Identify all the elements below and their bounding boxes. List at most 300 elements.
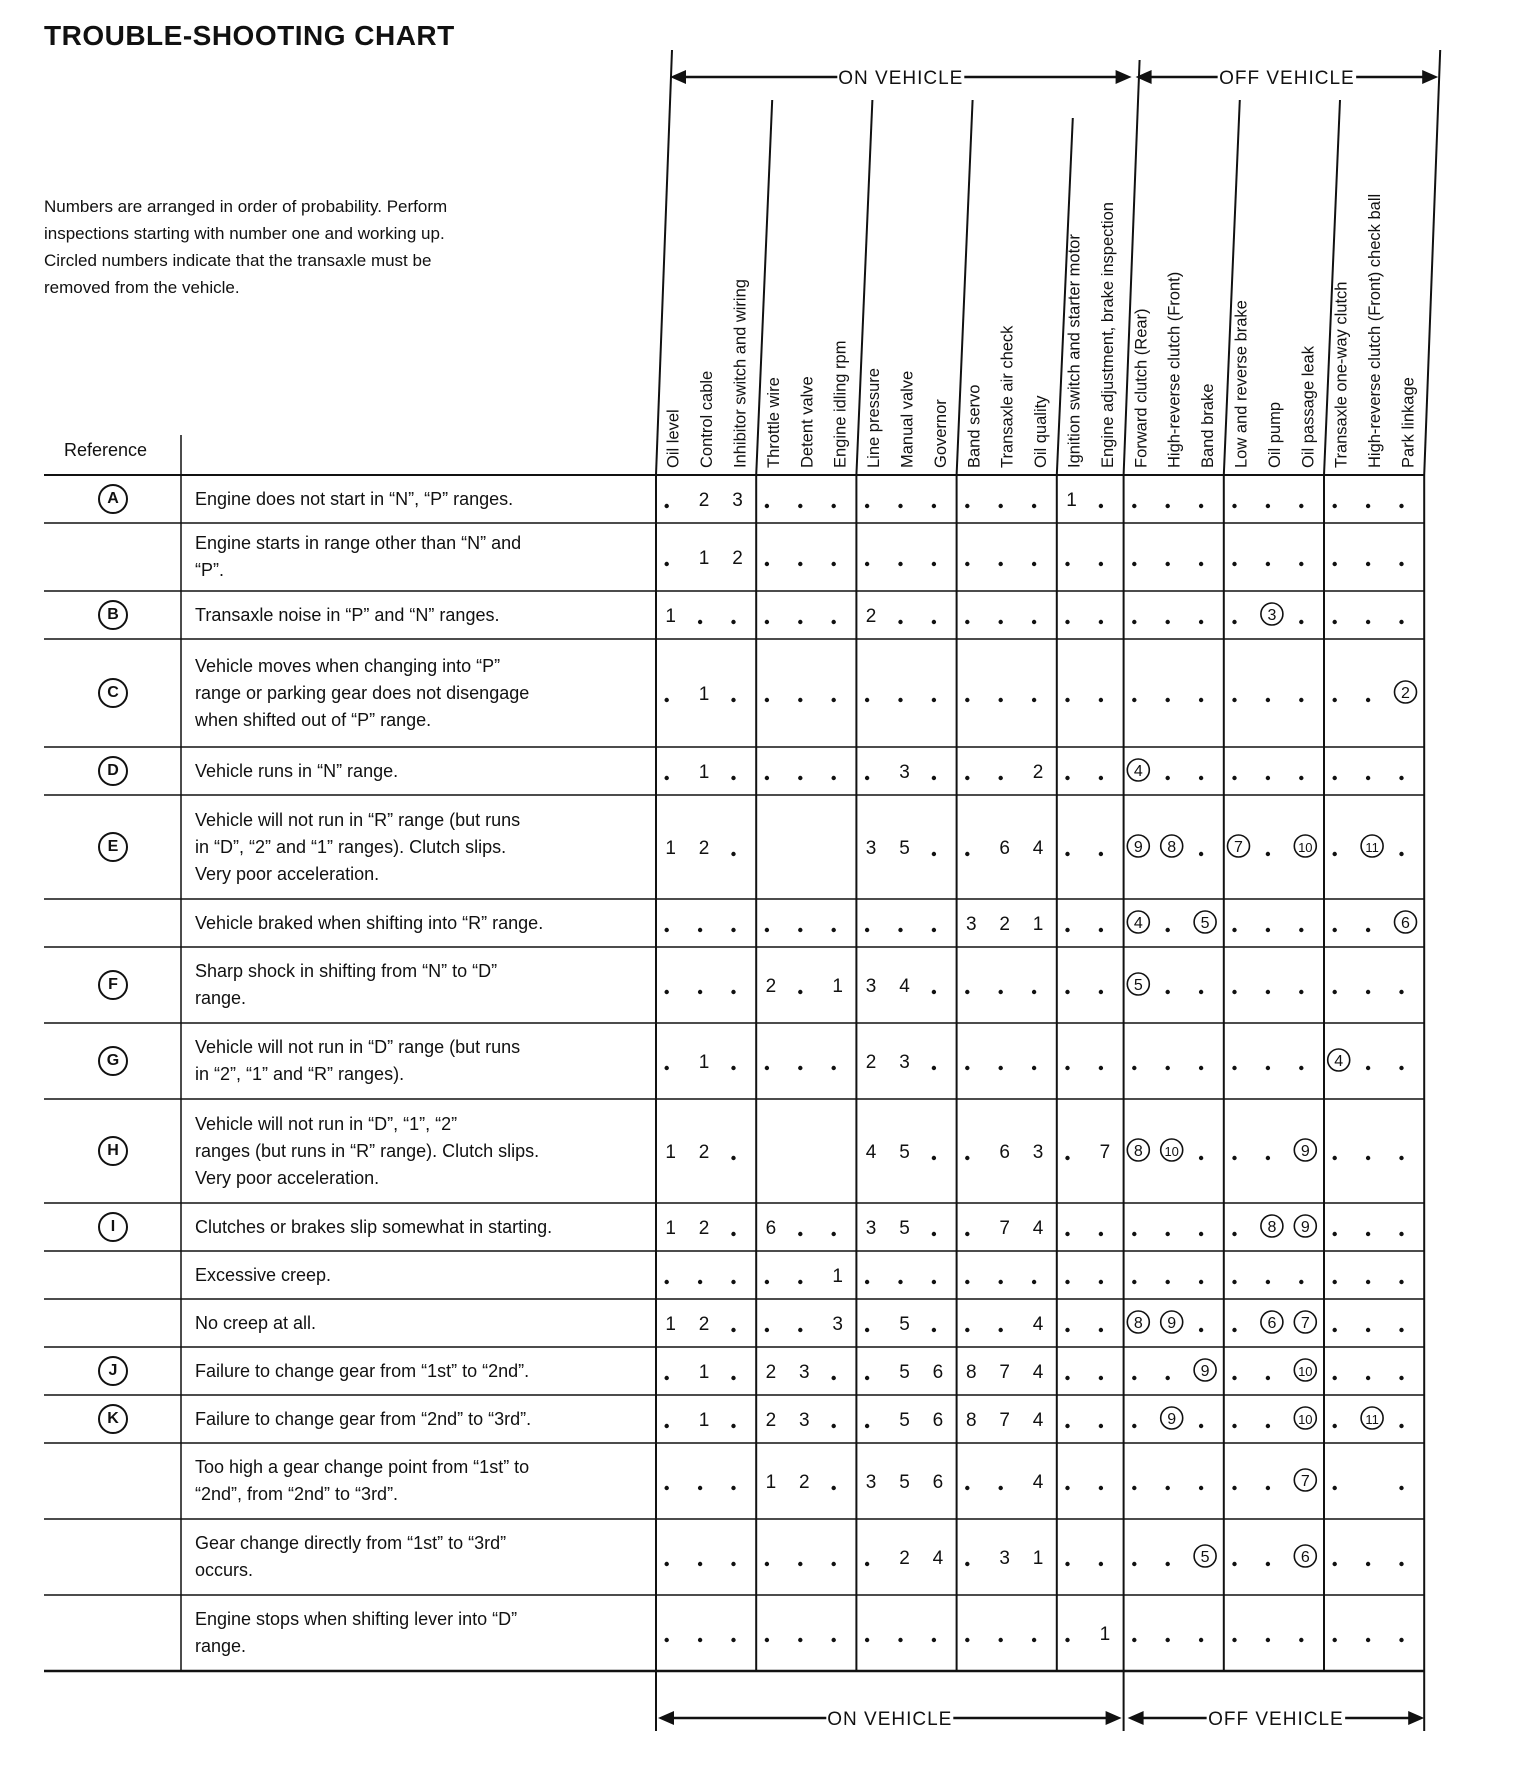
empty-dot [965,1328,969,1332]
empty-dot [898,1638,902,1642]
empty-dot [1266,1424,1270,1428]
empty-dot [698,620,702,624]
empty-dot [965,852,969,856]
empty-dot [1065,1638,1069,1642]
empty-dot [832,504,836,508]
priority-number: 1 [698,1052,710,1073]
priority-number: 4 [1032,1410,1044,1431]
empty-dot [1166,928,1170,932]
empty-dot [865,1424,869,1428]
priority-number: 4 [1032,838,1044,859]
empty-dot [965,562,969,566]
priority-number: 1 [665,1218,676,1239]
priority-number: 5 [899,1472,910,1493]
empty-dot [1065,620,1069,624]
empty-dot [1299,504,1303,508]
empty-dot [1299,1066,1303,1070]
empty-dot [765,1562,769,1566]
reference-badge: H [98,1136,128,1166]
empty-dot [1065,562,1069,566]
empty-dot [1366,698,1370,702]
empty-dot [798,990,802,994]
empty-dot [1366,776,1370,780]
symptom-text [195,1406,645,1433]
empty-dot [665,1376,669,1380]
empty-dot [1032,562,1036,566]
symptom-text [195,1454,645,1508]
empty-dot [1132,562,1136,566]
empty-dot [765,1066,769,1070]
empty-dot [932,1066,936,1070]
empty-dot [1333,1232,1337,1236]
priority-number: 6 [765,1218,777,1239]
empty-dot [1199,620,1203,624]
empty-dot [1199,1486,1203,1490]
empty-dot [1266,1486,1270,1490]
empty-dot [798,1638,802,1642]
empty-dot [965,698,969,702]
empty-dot [832,1066,836,1070]
circled-priority: 9 [1200,1363,1210,1380]
symptom-text [195,758,645,785]
symptom-text [195,807,645,888]
priority-number: 2 [899,1548,910,1569]
empty-dot [698,1638,702,1642]
empty-dot [898,928,902,932]
empty-dot [932,562,936,566]
empty-dot [965,1562,969,1566]
circled-priority: 8 [1167,839,1177,856]
empty-dot [1299,698,1303,702]
priority-number: 5 [899,1314,910,1335]
empty-dot [1065,1562,1069,1566]
circled-priority: 3 [1267,607,1277,624]
empty-dot [1399,1280,1403,1284]
priority-number: 7 [999,1362,1010,1383]
empty-dot [865,1638,869,1642]
priority-number: 3 [865,838,877,859]
circled-priority: 11 [1365,840,1379,855]
priority-number: 1 [698,1410,710,1431]
empty-dot [665,1424,669,1428]
empty-dot [832,698,836,702]
empty-dot [1299,562,1303,566]
empty-dot [1132,1376,1136,1380]
empty-dot [999,1280,1003,1284]
empty-dot [965,1280,969,1284]
column-header: High-reverse clutch (Front) [1165,271,1184,468]
reference-badge: F [98,970,128,1000]
empty-dot [999,1638,1003,1642]
on-vehicle-arrow-bottom [658,1706,1122,1730]
empty-dot [965,1638,969,1642]
empty-dot [1199,776,1203,780]
priority-number: 4 [899,976,910,997]
empty-dot [1065,1232,1069,1236]
empty-dot [1065,698,1069,702]
column-header: Control cable [698,370,717,468]
empty-dot [832,776,836,780]
symptom-text [195,1310,645,1337]
off-vehicle-arrow-top-label: OFF VEHICLE [1219,68,1355,89]
empty-dot [1333,1486,1337,1490]
empty-dot [798,928,802,932]
empty-dot [1333,504,1337,508]
empty-dot [1199,1638,1203,1642]
empty-dot [1366,1376,1370,1380]
empty-dot [698,1562,702,1566]
empty-dot [798,1232,802,1236]
symptom-line: Vehicle will not run in “D” range (but runs [195,1037,521,1057]
empty-dot [731,928,735,932]
empty-dot [1132,698,1136,702]
column-header: Oil quality [1032,395,1051,468]
empty-dot [1032,504,1036,508]
empty-dot [1266,1376,1270,1380]
circled-priority: 8 [1133,1143,1143,1160]
empty-dot [1333,1562,1337,1566]
priority-number: 1 [1099,1624,1111,1645]
on-vehicle-arrow-top-left-head [670,70,686,84]
empty-dot [1399,620,1403,624]
priority-number: 2 [765,976,777,997]
priority-number: 5 [899,1362,910,1383]
off-vehicle-arrow-top-right-head [1422,70,1438,84]
empty-dot [665,1638,669,1642]
empty-dot [832,1486,836,1490]
empty-dot [1366,562,1370,566]
column-header: Governor [931,399,950,468]
priority-number: 1 [665,1142,676,1163]
priority-number: 1 [832,1266,843,1287]
empty-dot [1132,1562,1136,1566]
empty-dot [765,928,769,932]
empty-dot [731,776,735,780]
empty-dot [1232,776,1236,780]
column-header: Transaxle air check [998,325,1017,468]
priority-number: 3 [799,1362,810,1383]
priority-number: 1 [698,762,710,783]
empty-dot [1099,852,1103,856]
column-header: Oil level [664,409,683,468]
empty-dot [865,562,869,566]
empty-dot [1399,990,1403,994]
empty-dot [731,1562,735,1566]
empty-dot [1199,698,1203,702]
empty-dot [1166,620,1170,624]
empty-dot [1366,990,1370,994]
empty-dot [1266,1638,1270,1642]
symptom-text [195,1530,645,1584]
circled-priority: 4 [1334,1053,1344,1070]
empty-dot [1299,1280,1303,1284]
empty-dot [898,698,902,702]
empty-dot [932,1232,936,1236]
empty-dot [1099,698,1103,702]
empty-dot [1399,1562,1403,1566]
empty-dot [965,620,969,624]
empty-dot [1232,1562,1236,1566]
on-vehicle-arrow-top [670,65,1132,89]
column-header: Engine idling rpm [831,340,850,468]
empty-dot [1199,562,1203,566]
empty-dot [1065,852,1069,856]
empty-dot [1199,504,1203,508]
empty-dot [865,776,869,780]
empty-dot [1366,1156,1370,1160]
symptom-text [195,602,645,629]
empty-dot [1132,1232,1136,1236]
empty-dot [1266,1066,1270,1070]
off-vehicle-arrow-bottom [1128,1706,1425,1730]
priority-number: 7 [1099,1142,1111,1163]
empty-dot [932,504,936,508]
symptom-line: in “D”, “2” and “1” ranges). Clutch slips. [195,836,507,857]
priority-number: 2 [698,838,710,859]
priority-number: 2 [698,490,710,511]
priority-number: 3 [999,1548,1010,1569]
off-vehicle-arrow-top [1136,65,1439,89]
empty-dot [765,1280,769,1284]
empty-dot [1065,1376,1069,1380]
priority-number: 3 [865,1218,877,1239]
empty-dot [1099,1376,1103,1380]
empty-dot [1099,1280,1103,1284]
circled-priority: 6 [1401,915,1410,932]
empty-dot [1266,990,1270,994]
empty-dot [1099,776,1103,780]
empty-dot [999,776,1003,780]
empty-dot [965,1156,969,1160]
empty-dot [1166,698,1170,702]
empty-dot [1166,1562,1170,1566]
empty-dot [832,928,836,932]
circled-priority: 10 [1298,840,1313,855]
empty-dot [999,1066,1003,1070]
empty-dot [1032,620,1036,624]
column-header: Detent valve [798,376,817,468]
empty-dot [832,1638,836,1642]
circled-priority: 8 [1133,1315,1143,1332]
empty-dot [1232,1424,1236,1428]
empty-dot [1166,990,1170,994]
priority-number: 4 [1032,1362,1044,1383]
symptom-line: range or parking gear does not disengage [195,682,530,703]
circled-priority: 9 [1167,1411,1177,1428]
empty-dot [1399,1486,1403,1490]
symptom-line: Gear change directly from “1st” to “3rd” [195,1533,507,1553]
reference-badge: E [98,832,128,862]
symptom-line: Too high a gear change point from “1st” to [195,1457,530,1477]
priority-number: 3 [966,914,977,935]
empty-dot [999,1486,1003,1490]
empty-dot [1166,1280,1170,1284]
reference-badge: C [98,678,128,708]
empty-dot [1366,1328,1370,1332]
empty-dot [765,1328,769,1332]
empty-dot [1166,1486,1170,1490]
circled-priority: 10 [1298,1412,1313,1427]
reference-badge: K [98,1404,128,1434]
column-header: Oil passage leak [1299,346,1318,468]
empty-dot [731,852,735,856]
symptom-line: ranges (but runs in “R” range). Clutch slips. [195,1140,540,1161]
column-header: Low and reverse brake [1232,300,1251,468]
empty-dot [1232,562,1236,566]
priority-number: 2 [799,1472,810,1493]
empty-dot [665,504,669,508]
priority-number: 5 [899,1142,910,1163]
empty-dot [765,698,769,702]
circled-priority: 5 [1200,1549,1210,1566]
empty-dot [1333,620,1337,624]
circled-priority: 4 [1133,763,1143,780]
empty-dot [731,1232,735,1236]
empty-dot [1166,1066,1170,1070]
empty-dot [1099,990,1103,994]
empty-dot [798,1562,802,1566]
empty-dot [1065,1486,1069,1490]
priority-number: 5 [899,1410,910,1431]
off-vehicle-arrow-bottom-left-head [1128,1711,1144,1725]
empty-dot [999,990,1003,994]
empty-dot [1366,1232,1370,1236]
empty-dot [1099,620,1103,624]
empty-dot [1399,504,1403,508]
reference-badge: B [98,600,128,630]
empty-dot [1366,928,1370,932]
on-vehicle-arrow-bottom-left-head [658,1711,674,1725]
empty-dot [1232,1328,1236,1332]
empty-dot [1099,1232,1103,1236]
empty-dot [1399,1424,1403,1428]
reference-badge: J [98,1356,128,1386]
priority-number: 3 [799,1410,810,1431]
empty-dot [1266,504,1270,508]
empty-dot [731,1424,735,1428]
empty-dot [898,504,902,508]
empty-dot [1099,1066,1103,1070]
symptom-line: Vehicle will not run in “D”, “1”, “2” [195,1113,458,1134]
priority-number: 7 [999,1218,1010,1239]
empty-dot [1232,1376,1236,1380]
symptom-line: Engine does not start in “N”, “P” ranges. [195,488,514,509]
priority-number: 3 [865,1472,877,1493]
empty-dot [698,1280,702,1284]
empty-dot [898,620,902,624]
empty-dot [832,1376,836,1380]
empty-dot [965,1486,969,1490]
empty-dot [898,562,902,566]
empty-dot [965,1066,969,1070]
empty-dot [1399,1232,1403,1236]
empty-dot [1232,620,1236,624]
empty-dot [932,1280,936,1284]
empty-dot [832,1232,836,1236]
symptom-text [195,910,645,937]
symptom-line: “2nd”, from “2nd” to “3rd”. [195,1484,399,1504]
empty-dot [932,698,936,702]
empty-dot [832,1562,836,1566]
symptom-line: Vehicle braked when shifting into “R” range. [195,912,544,933]
priority-number: 1 [698,684,710,705]
symptom-line: Excessive creep. [195,1264,332,1285]
empty-dot [932,1156,936,1160]
empty-dot [999,1328,1003,1332]
empty-dot [1399,1638,1403,1642]
empty-dot [1065,776,1069,780]
empty-dot [1166,504,1170,508]
priority-number: 1 [698,548,710,569]
symptom-line: when shifted out of “P” range. [195,709,432,730]
column-header: Band brake [1199,383,1218,468]
symptom-line: Failure to change gear from “1st” to “2nd”. [195,1360,530,1381]
circled-priority: 8 [1267,1219,1277,1236]
priority-number: 1 [665,606,676,627]
empty-dot [1232,1232,1236,1236]
symptom-line: Engine starts in range other than “N” and [195,533,522,553]
empty-dot [1399,776,1403,780]
empty-dot [1166,1638,1170,1642]
empty-dot [731,1280,735,1284]
empty-dot [965,776,969,780]
priority-number: 2 [765,1410,777,1431]
column-header: Throttle wire [764,377,783,468]
priority-number: 6 [932,1472,944,1493]
group-divider-slant [1424,50,1440,475]
column-header: High-reverse clutch (Front) check ball [1366,193,1385,468]
empty-dot [1032,1280,1036,1284]
empty-dot [1266,698,1270,702]
empty-dot [999,504,1003,508]
empty-dot [731,1376,735,1380]
empty-dot [1199,1066,1203,1070]
empty-dot [1232,504,1236,508]
empty-dot [1366,620,1370,624]
empty-dot [1065,1424,1069,1428]
priority-number: 5 [899,1218,910,1239]
symptom-line: range. [195,1636,247,1656]
empty-dot [865,928,869,932]
empty-dot [765,504,769,508]
empty-dot [1132,504,1136,508]
empty-dot [1299,620,1303,624]
empty-dot [665,562,669,566]
priority-number: 1 [765,1472,777,1493]
empty-dot [1399,1066,1403,1070]
empty-dot [1333,1156,1337,1160]
symptom-text [195,530,645,584]
circled-priority: 5 [1133,977,1143,994]
priority-number: 3 [899,762,910,783]
empty-dot [1333,1280,1337,1284]
empty-dot [965,1232,969,1236]
priority-number: 6 [932,1410,944,1431]
empty-dot [798,698,802,702]
empty-dot [1166,562,1170,566]
empty-dot [665,1486,669,1490]
symptom-text [195,653,645,734]
reference-badge: I [98,1212,128,1242]
empty-dot [1266,1280,1270,1284]
empty-dot [665,776,669,780]
empty-dot [1399,852,1403,856]
note-line: inspections starting with number one and working up. [44,224,445,243]
symptom-text [195,486,645,513]
empty-dot [965,990,969,994]
circled-priority: 7 [1300,1315,1310,1332]
empty-dot [665,928,669,932]
